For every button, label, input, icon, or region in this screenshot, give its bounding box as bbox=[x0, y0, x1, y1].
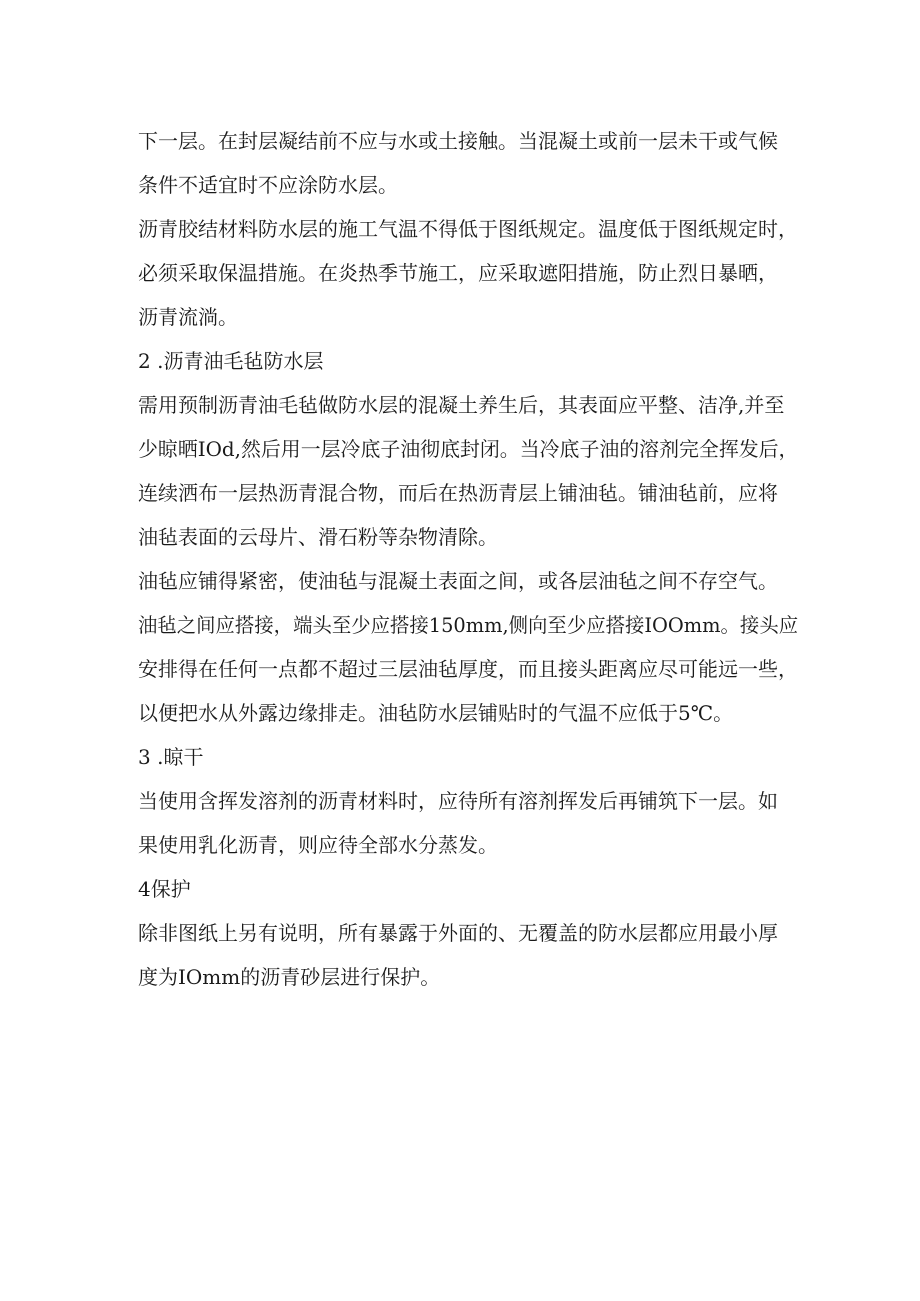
section-heading: 3 .晾干 bbox=[138, 745, 204, 769]
body-text-line: 油毡应铺得紧密，使油毡与混凝土表面之间，或各层油毡之间不存空气。 bbox=[138, 569, 778, 593]
body-text-line: 当使用含挥发溶剂的沥青材料时，应待所有溶剂挥发后再铺筑下一层。如 bbox=[138, 789, 778, 813]
body-text-line: 安排得在任何一点都不超过三层油毡厚度，而且接头距离应尽可能远一些， bbox=[138, 657, 798, 681]
body-text-line: 必须采取保温措施。在炎热季节施工，应采取遮阳措施，防止烈日暴晒， bbox=[138, 261, 778, 285]
body-text-line: 沥青胶结材料防水层的施工气温不得低于图纸规定。温度低于图纸规定时， bbox=[138, 217, 798, 241]
body-text-line: 条件不适宜时不应涂防水层。 bbox=[138, 173, 398, 197]
body-text-line: 油毡表面的云母片、滑石粉等杂物清除。 bbox=[138, 525, 498, 549]
body-text-line: 需用预制沥青油毛毡做防水层的混凝土养生后，其表面应平整、洁净,并至 bbox=[138, 393, 785, 417]
document-body bbox=[138, 119, 798, 999]
body-text-line: 连续洒布一层热沥青混合物，而后在热沥青层上铺油毡。铺油毡前，应将 bbox=[138, 481, 778, 505]
section-heading: 2 .沥青油毛毡防水层 bbox=[138, 349, 324, 373]
body-text-line: 果使用乳化沥青，则应待全部水分蒸发。 bbox=[138, 833, 498, 857]
body-text-line: 以便把水从外露边缘排走。油毡防水层铺贴时的气温不应低于5℃。 bbox=[138, 701, 734, 725]
body-text-line: 沥青流淌。 bbox=[138, 305, 238, 329]
body-text-line: 下一层。在封层凝结前不应与水或土接触。当混凝土或前一层未干或气候 bbox=[138, 129, 778, 153]
body-text-line: 少晾晒IOd,然后用一层冷底子油彻底封闭。当冷底子油的溶剂完全挥发后， bbox=[138, 437, 799, 461]
section-heading: 4保护 bbox=[138, 877, 191, 901]
body-text-line: 油毡之间应搭接，端头至少应搭接150mm,侧向至少应搭接IOOmm。接头应 bbox=[138, 613, 799, 637]
body-text-line: 除非图纸上另有说明，所有暴露于外面的、无覆盖的防水层都应用最小厚 bbox=[138, 921, 778, 945]
body-text-line: 度为IOmm的沥青砂层进行保护。 bbox=[138, 965, 441, 989]
